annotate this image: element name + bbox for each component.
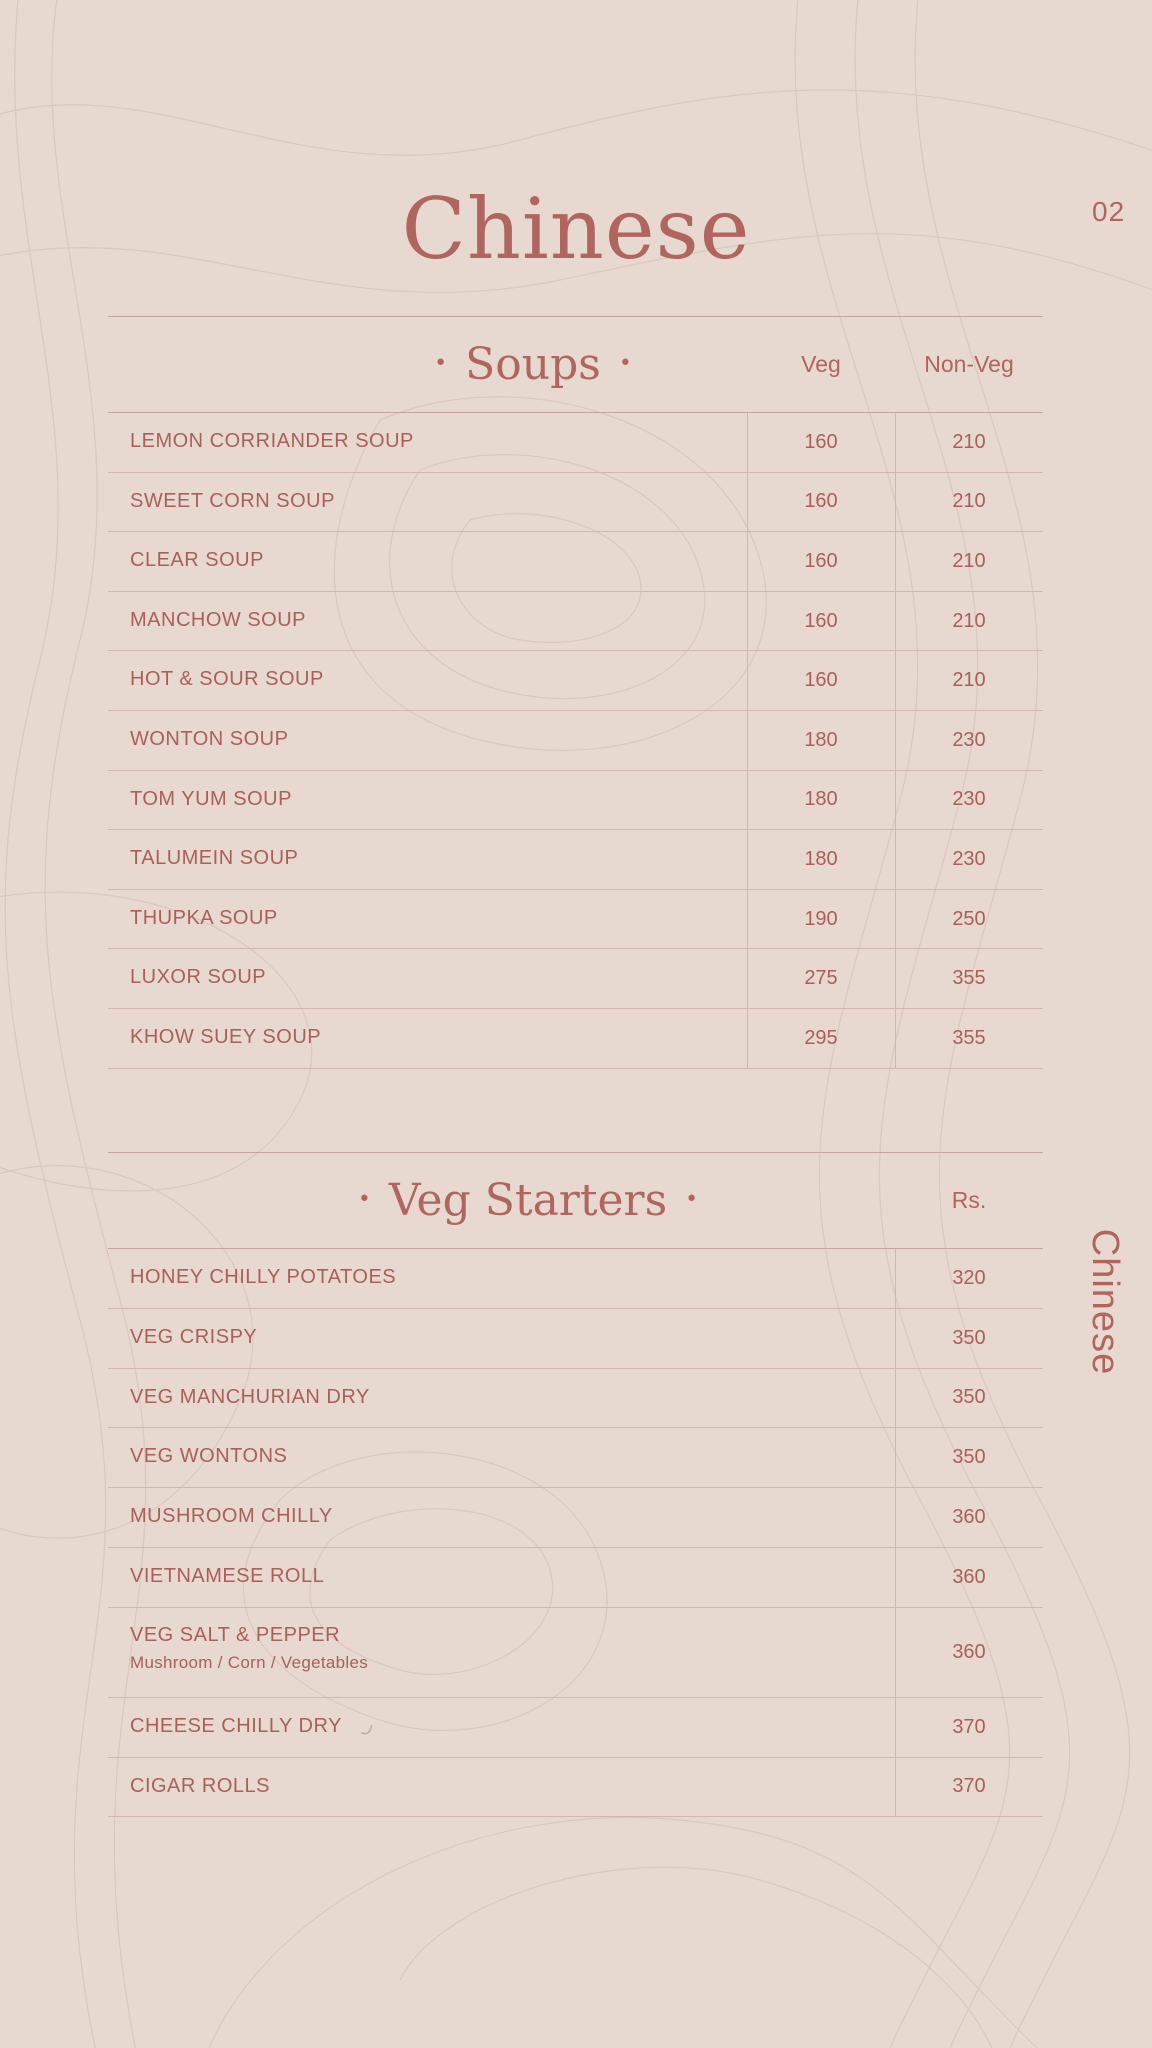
veg-price: 295 (804, 1026, 838, 1049)
bullet-icon: • (618, 351, 632, 376)
soups-list (108, 413, 1043, 1069)
veg-price: 160 (804, 609, 838, 632)
menu-item (108, 1548, 1043, 1608)
menu-item (108, 532, 1043, 592)
veg-price: 160 (804, 549, 838, 572)
page-number: 02 (1092, 196, 1126, 227)
menu-item (108, 1369, 1043, 1429)
item-name: TOM YUM SOUP (130, 787, 292, 810)
page-title: Chinese (401, 180, 751, 278)
item-name: MUSHROOM CHILLY (130, 1505, 333, 1528)
column-header-veg: Veg (801, 351, 841, 377)
item-name: CIGAR ROLLS (130, 1774, 270, 1797)
veg-price: 190 (804, 907, 838, 930)
veg-starters-title: • Veg Starters • (357, 1175, 699, 1226)
menu-item (108, 592, 1043, 652)
soups-section (108, 316, 1043, 1069)
non-veg-price: 210 (952, 609, 986, 632)
menu-item (108, 1608, 1043, 1698)
veg-starters-list (108, 1249, 1043, 1817)
item-name: VEG MANCHURIAN DRY (130, 1385, 370, 1408)
item-name: CHEESE CHILLY DRY (130, 1714, 342, 1737)
item-price: 370 (952, 1775, 986, 1798)
item-name: WONTON SOUP (130, 727, 289, 750)
bullet-icon: • (434, 351, 448, 376)
menu-item (108, 771, 1043, 831)
item-price: 320 (952, 1266, 986, 1289)
item-name: KHOW SUEY SOUP (130, 1025, 322, 1048)
veg-price: 180 (804, 788, 838, 811)
side-section-label: Chinese (1084, 1228, 1126, 1376)
item-name-with-description (130, 1624, 368, 1673)
veg-price: 160 (804, 669, 838, 692)
veg-price: 180 (804, 847, 838, 870)
veg-starters-section (108, 1152, 1043, 1817)
item-description: Mushroom / Corn / Vegetables (130, 1652, 369, 1672)
non-veg-price: 355 (952, 1026, 986, 1049)
non-veg-price: 210 (952, 490, 986, 513)
item-name: LUXOR SOUP (130, 966, 267, 989)
item-name: MANCHOW SOUP (130, 608, 306, 631)
item-name: CLEAR SOUP (130, 549, 264, 572)
veg-price: 160 (804, 430, 838, 453)
veg-price: 180 (804, 728, 838, 751)
item-name: VEG WONTONS (130, 1445, 288, 1468)
non-veg-price: 250 (952, 907, 986, 930)
menu-item (108, 1009, 1043, 1069)
menu-item (108, 890, 1043, 950)
item-name: HOT & SOUR SOUP (130, 668, 324, 691)
menu-item (108, 651, 1043, 711)
item-price: 350 (952, 1326, 986, 1349)
non-veg-price: 355 (952, 967, 986, 990)
non-veg-price: 210 (952, 430, 986, 453)
item-name: LEMON CORRIANDER SOUP (130, 430, 414, 452)
menu-item (108, 473, 1043, 533)
column-header-non-veg: Non-Veg (924, 351, 1014, 377)
soups-title: • Soups • (434, 339, 632, 390)
menu-item (108, 1309, 1043, 1369)
soups-header (108, 316, 1043, 413)
non-veg-price: 230 (952, 788, 986, 811)
item-name: THUPKA SOUP (130, 906, 278, 929)
item-price: 360 (952, 1565, 986, 1588)
menu-item (108, 949, 1043, 1009)
menu-item (108, 413, 1043, 473)
item-name: VIETNAMESE ROLL (130, 1564, 325, 1587)
veg-price: 160 (804, 490, 838, 513)
menu-item (108, 1488, 1043, 1548)
column-header-price: Rs. (951, 1187, 987, 1213)
non-veg-price: 210 (952, 669, 986, 692)
non-veg-price: 230 (952, 728, 986, 751)
item-name: VEG CRISPY (130, 1325, 258, 1348)
item-name: VEG SALT & PEPPER (130, 1623, 341, 1646)
menu-item (108, 1758, 1043, 1818)
chilli-icon (360, 1724, 374, 1736)
item-name: HONEY CHILLY POTATOES (130, 1266, 397, 1288)
menu-item (108, 830, 1043, 890)
menu-item (108, 1249, 1043, 1309)
veg-price: 275 (804, 967, 838, 990)
bullet-icon: • (357, 1187, 371, 1212)
item-price: 350 (952, 1386, 986, 1409)
item-price: 360 (952, 1640, 986, 1663)
item-price: 350 (952, 1446, 986, 1469)
item-name-wrap (130, 1715, 374, 1738)
veg-starters-header (108, 1152, 1043, 1249)
menu-item (108, 1428, 1043, 1488)
item-name: TALUMEIN SOUP (130, 847, 299, 870)
non-veg-price: 210 (952, 549, 986, 572)
item-price: 370 (952, 1715, 986, 1738)
menu-item (108, 711, 1043, 771)
item-price: 360 (952, 1506, 986, 1529)
menu-item (108, 1698, 1043, 1758)
non-veg-price: 230 (952, 847, 986, 870)
item-name: SWEET CORN SOUP (130, 489, 335, 512)
bullet-icon: • (685, 1187, 699, 1212)
